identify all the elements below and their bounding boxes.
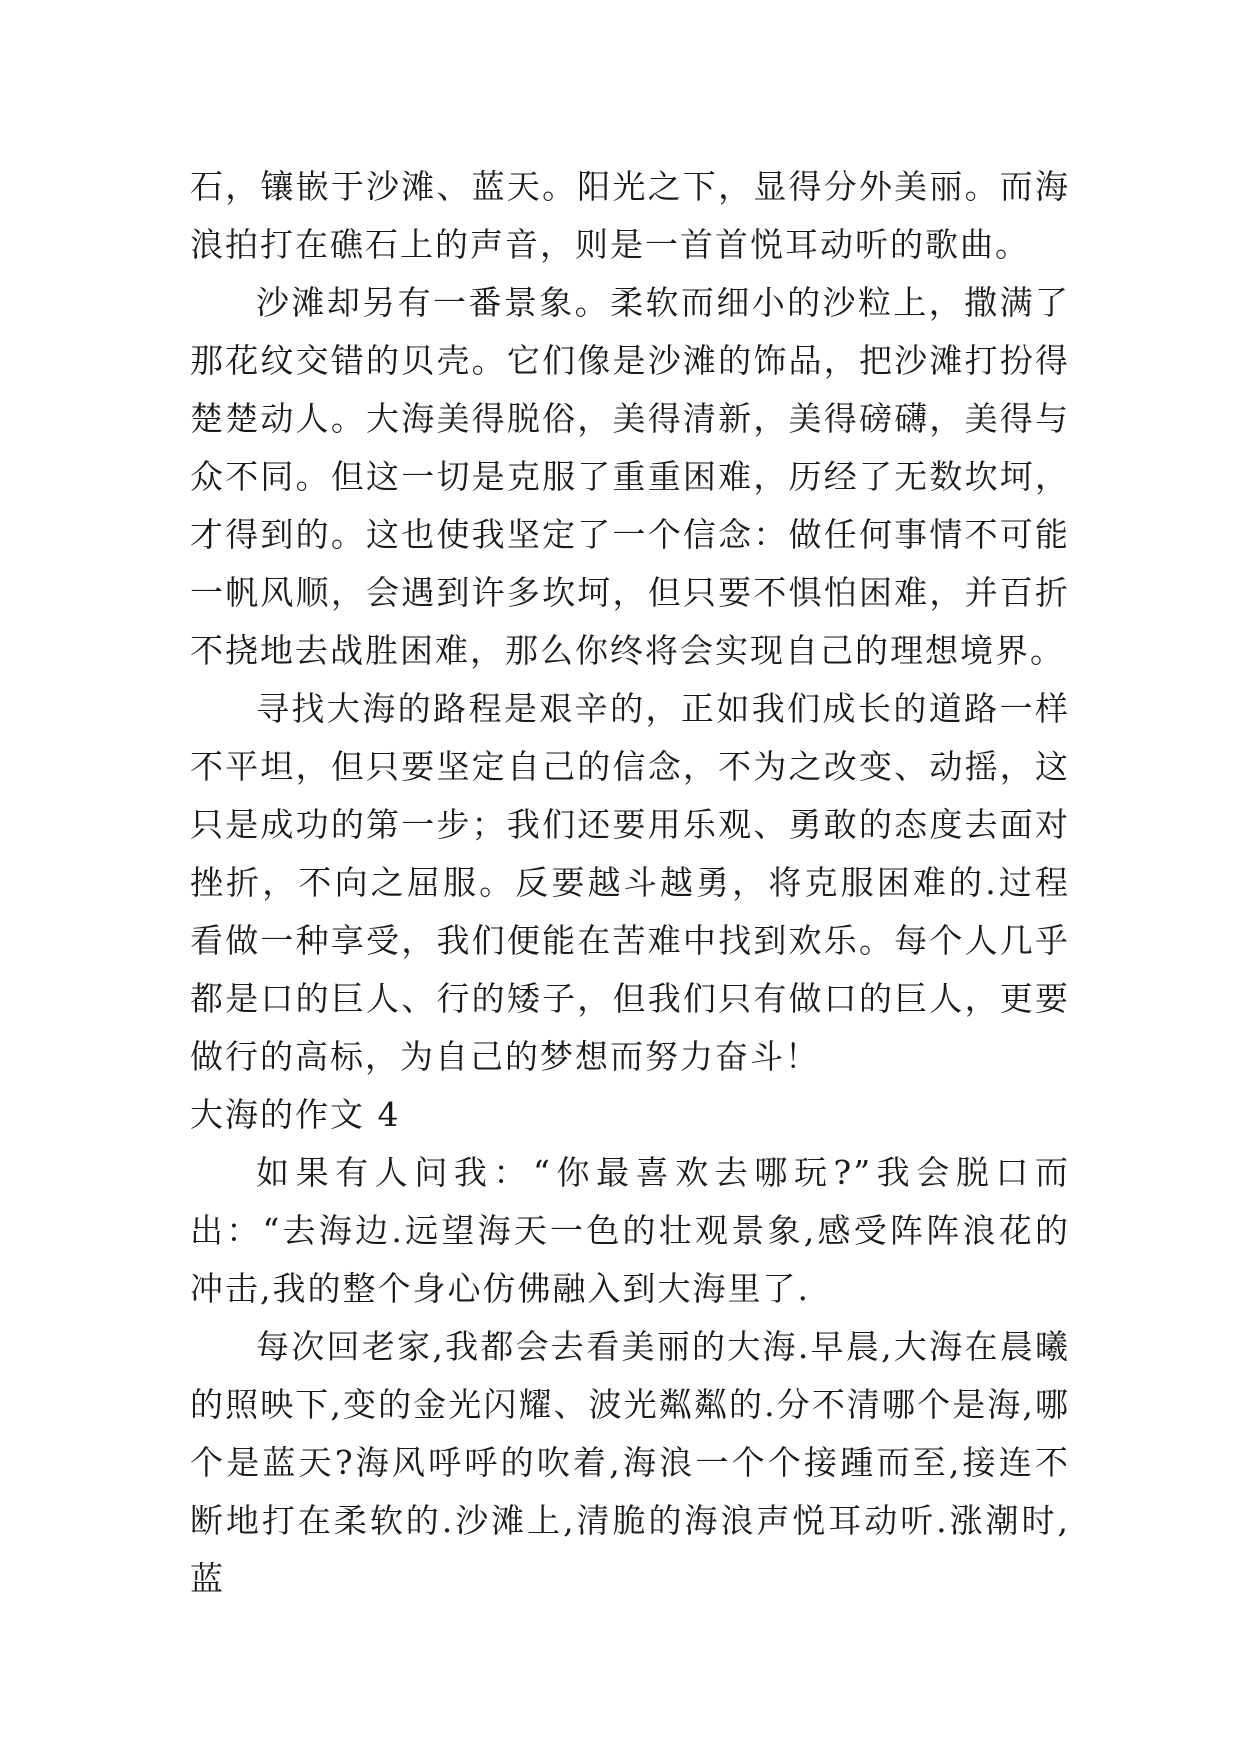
- paragraph-5: 每次回老家,我都会去看美丽的大海.早晨,大海在晨曦的照映下,变的金光闪耀、波光粼粼的.分不清哪个是海,哪个是蓝天?海风呼呼的吹着,海浪一个个接踵而至,接连不断地打在柔软的.沙滩上,清脆的海浪声悦耳动听.涨潮时,蓝: [190, 1327, 1070, 1598]
- paragraph-1: 石，镶嵌于沙滩、蓝天。阳光之下，显得分外美丽。而海浪拍打在礁石上的声音，则是一首首悦耳动听的歌曲。: [190, 167, 1070, 264]
- paragraph-4: 如果有人问我：“你最喜欢去哪玩?”我会脱口而出：“去海边.远望海天一色的壮观景象,感受阵阵浪花的冲击,我的整个身心仿佛融入到大海里了.: [190, 1153, 1070, 1308]
- paragraph-3: 寻找大海的路程是艰辛的，正如我们成长的道路一样不平坦，但只要坚定自己的信念，不为之改变、动摇，这只是成功的第一步；我们还要用乐观、勇敢的态度去面对挫折，不向之屈服。反要越斗越勇，将克服困难的.过程看做一种享受，我们便能在苦难中找到欢乐。每个人几乎都是口的巨人、行的矮子，但我们只有做口的巨人，更要做行的高标，为自己的梦想而努力奋斗！: [190, 689, 1070, 1076]
- document-page: [190, 158, 1070, 1608]
- section-heading: 大海的作文 4: [190, 1095, 401, 1134]
- paragraph-2: 沙滩却另有一番景象。柔软而细小的沙粒上，撒满了那花纹交错的贝壳。它们像是沙滩的饰品，把沙滩打扮得楚楚动人。大海美得脱俗，美得清新，美得磅礴，美得与众不同。但这一切是克服了重重困难，历经了无数坎坷，才得到的。这也使我坚定了一个信念：做任何事情不可能一帆风顺，会遇到许多坎坷，但只要不惧怕困难，并百折不挠地去战胜困难，那么你终将会实现自己的理想境界。: [190, 283, 1070, 670]
